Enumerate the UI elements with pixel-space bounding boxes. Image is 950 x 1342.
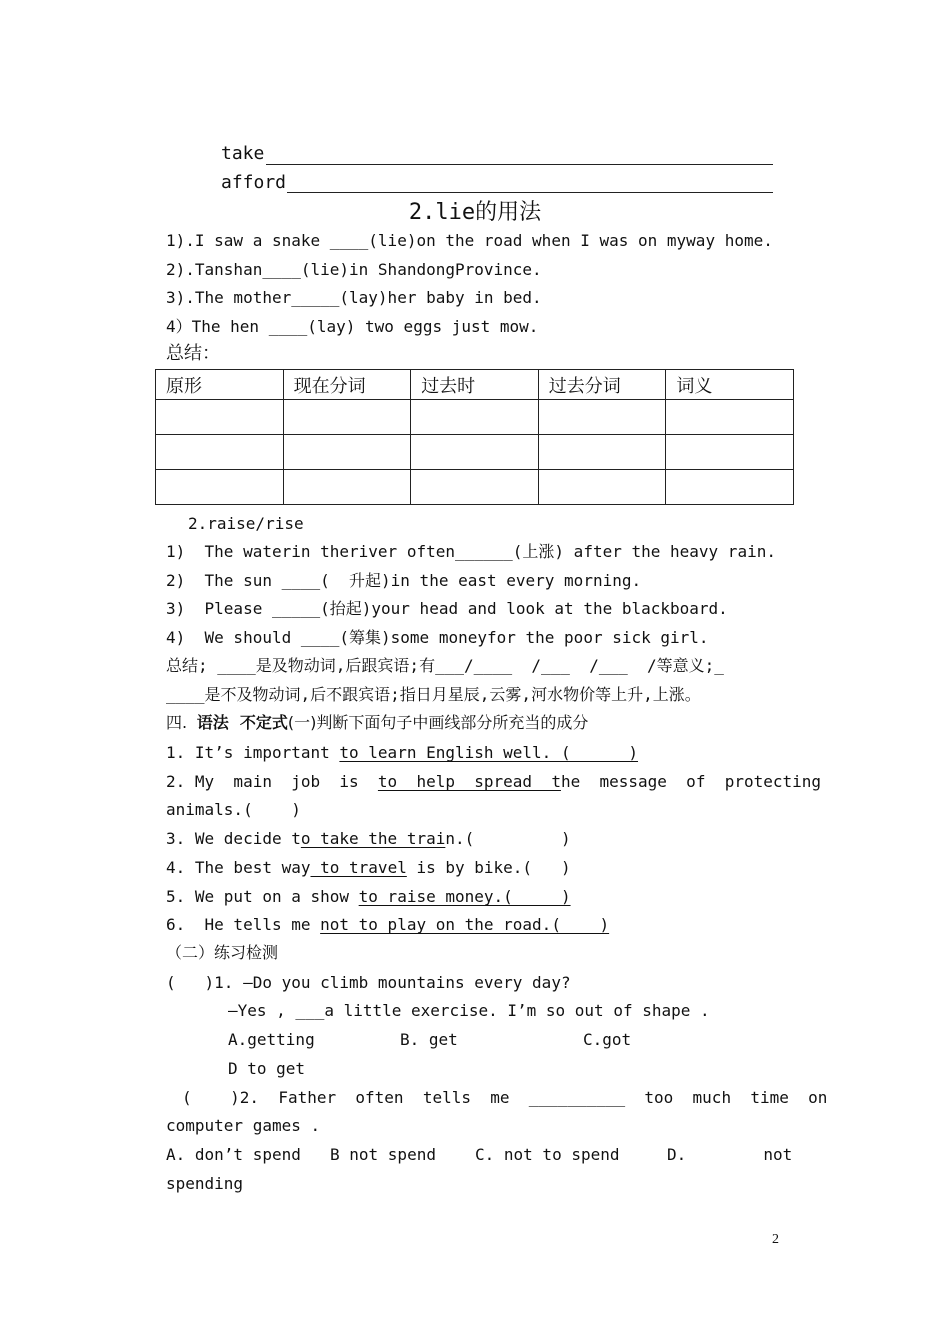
table-cell[interactable] <box>283 435 411 470</box>
grammar-item-5 <box>166 887 571 907</box>
grammar-heading <box>166 713 588 733</box>
raise-item-4: 4) We should ____(筹集)some moneyfor the poor sick girl. <box>166 628 709 647</box>
table-cell[interactable] <box>666 470 794 505</box>
question-2-option-d-cont: spending <box>166 1174 244 1193</box>
grammar-item-4 <box>166 858 571 878</box>
item-text-after: is by bike.( ) <box>406 858 571 877</box>
raise-item-1: 1) The waterin theriver often______(上涨) after the heavy rain. <box>166 542 776 561</box>
question-2-prompt: ( )2. Father often tells me __________ too much time on <box>182 1088 828 1107</box>
grammar-instruction: (一)判断下面句子中画线部分所充当的成分 <box>287 713 589 732</box>
grammar-item-2-cont: animals.( ) <box>166 800 301 819</box>
table-row <box>156 435 794 470</box>
item-text: 2. My main job is <box>166 772 378 791</box>
header-past-tense: 过去时 <box>411 370 539 400</box>
raise-summary-line-2: ____是不及物动词,后不跟宾语;指日月星辰,云雾,河水物价等上升,上涨。 <box>166 685 701 704</box>
question-1-prompt: ( )1. —Do you climb mountains every day? <box>166 973 571 992</box>
answer-line-afford <box>287 192 773 193</box>
question-2-option-b: B not spend <box>330 1145 436 1164</box>
grammar-number: 四. <box>166 713 188 732</box>
answer-line-take <box>266 164 773 165</box>
table-cell[interactable] <box>156 400 284 435</box>
item-underlined: to help spread t <box>377 772 561 791</box>
item-underlined: to learn English well. ( ) <box>339 743 639 762</box>
table-cell[interactable] <box>666 400 794 435</box>
table-cell[interactable] <box>411 470 539 505</box>
table-header-row <box>156 370 794 400</box>
item-text: 3. We decide t <box>166 829 301 848</box>
vocab-take: take <box>221 143 265 164</box>
question-1-response: —Yes , ___a little exercise. I’m so out of shape . <box>228 1001 710 1020</box>
table-cell[interactable] <box>156 435 284 470</box>
item-underlined: not to play on the road.( ) <box>320 915 610 934</box>
grammar-item-3 <box>166 829 571 849</box>
item-underlined: to raise money.( ) <box>358 887 571 906</box>
raise-item-2: 2) The sun ____( 升起)in the east every morning. <box>166 571 642 590</box>
raise-rise-title: 2.raise/rise <box>188 514 304 533</box>
item-underlined: to travel <box>310 858 407 877</box>
table-cell[interactable] <box>538 470 666 505</box>
table-cell[interactable] <box>538 400 666 435</box>
item-text: 5. We put on a show <box>166 887 359 906</box>
table-row <box>156 470 794 505</box>
summary-table <box>155 369 794 505</box>
question-2-option-d: D. not <box>667 1145 793 1164</box>
header-meaning: 词义 <box>666 370 794 400</box>
practice-heading: （二）练习检测 <box>166 943 279 962</box>
raise-item-3: 3) Please _____(抬起)your head and look at the blackboard. <box>166 599 728 618</box>
item-text-after: he message of protecting <box>560 772 822 791</box>
summary-label: 总结： <box>166 343 220 364</box>
lie-item-2: 2).Tanshan____(lie)in ShandongProvince. <box>166 260 542 279</box>
grammar-item-6 <box>166 915 609 935</box>
lie-item-4: 4）The hen ____(lay) two eggs just mow. <box>166 317 539 336</box>
item-text: 1. It’s important <box>166 743 340 762</box>
item-underlined: o take the trai <box>300 829 446 848</box>
vocab-afford: afford <box>221 172 287 193</box>
item-text: 4. The best way <box>166 858 311 877</box>
grammar-item-1 <box>166 743 638 763</box>
table-cell[interactable] <box>283 470 411 505</box>
item-text-after: n.( ) <box>445 829 571 848</box>
question-2-option-a: A. don’t spend <box>166 1145 301 1164</box>
table-cell[interactable] <box>156 470 284 505</box>
question-1-option-d: D to get <box>228 1059 306 1078</box>
header-past-participle: 过去分词 <box>538 370 666 400</box>
lie-item-3: 3).The mother_____(lay)her baby in bed. <box>166 288 542 307</box>
table-row <box>156 400 794 435</box>
item-text: 6. He tells me <box>166 915 321 934</box>
table-cell[interactable] <box>538 435 666 470</box>
header-present-participle: 现在分词 <box>283 370 411 400</box>
section-heading-lie: 2.lie的用法 <box>408 200 542 225</box>
question-1-option-b: B. get <box>400 1030 458 1049</box>
question-1-option-c: C.got <box>583 1030 632 1049</box>
question-2-option-c: C. not to spend <box>475 1145 620 1164</box>
lie-item-1: 1).I saw a snake ____(lie)on the road when I was on myway home. <box>166 231 773 250</box>
page-number: 2 <box>772 1232 779 1247</box>
table-cell[interactable] <box>283 400 411 435</box>
grammar-item-2 <box>166 772 821 792</box>
table-cell[interactable] <box>411 435 539 470</box>
header-base-form: 原形 <box>156 370 284 400</box>
grammar-title: 语法 不定式 <box>196 713 288 732</box>
table-cell[interactable] <box>666 435 794 470</box>
raise-summary-line-1: 总结; ____是及物动词,后跟宾语;有___/____ /___ /___ /等意义;_ <box>166 656 724 675</box>
question-1-option-a: A.getting <box>228 1030 315 1049</box>
table-cell[interactable] <box>411 400 539 435</box>
question-2-prompt-cont: computer games . <box>166 1116 321 1135</box>
